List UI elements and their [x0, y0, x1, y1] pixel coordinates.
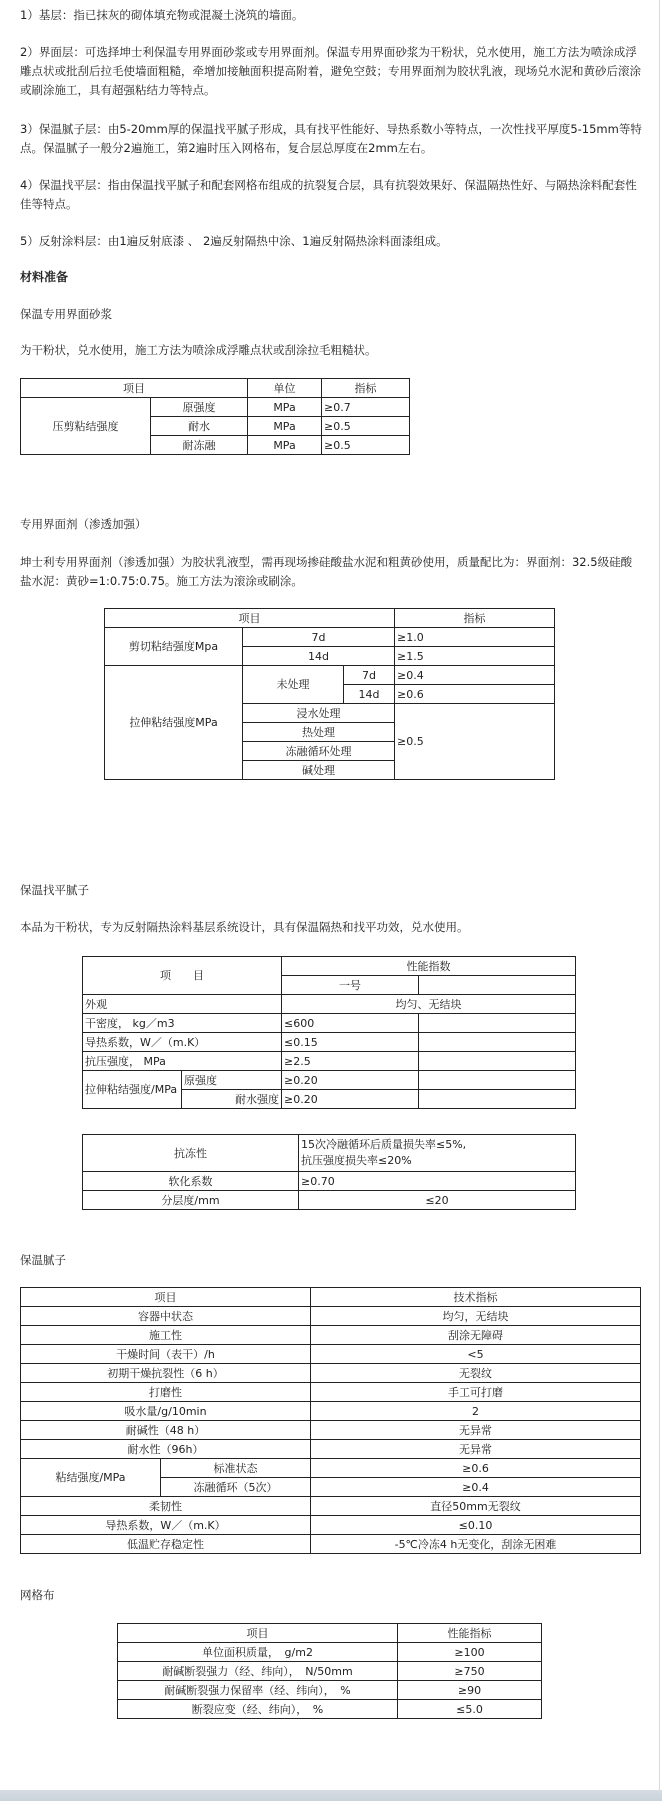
leveling-title: 保温找平腻子 — [20, 883, 89, 897]
table-row — [83, 1191, 576, 1210]
cell: 单位面积质量， g/m2 — [118, 1643, 398, 1662]
cell: ≥100 — [398, 1643, 542, 1662]
putty-title: 保温腻子 — [20, 1253, 66, 1267]
table-row — [21, 1307, 641, 1326]
cell: 分层度/mm — [83, 1191, 299, 1210]
agent-description: 坤士利专用界面剂（渗透加强）为胶状乳液型，需再现场掺硅酸盐水泥和粗黄砂使用，质量配比为：界面剂：32.5级硅酸盐水泥：黄砂=1:0.75:0.75。施工方法为滚涂或刷涂。 — [20, 555, 633, 588]
cell: ≥0.20 — [282, 1071, 419, 1090]
cell: ≥0.4 — [395, 666, 555, 685]
mesh-spec-table — [117, 1623, 542, 1719]
cell: ≥0.4 — [311, 1478, 641, 1497]
table-row — [21, 1459, 641, 1478]
paragraph-base-layer: 1）基层：指已抹灰的砌体填充物或混凝土浇筑的墙面。 — [20, 8, 304, 22]
cell: 热处理 — [243, 723, 395, 742]
cell: 14d — [243, 647, 395, 666]
cell: 耐碱断裂强力保留率（经、纬向）， % — [118, 1681, 398, 1700]
table-row — [83, 1172, 576, 1191]
cell: 耐碱性（48 h） — [21, 1421, 311, 1440]
group-label: 拉伸粘结强度MPa — [105, 666, 243, 780]
table-row — [83, 995, 576, 1014]
leveling-extra-table — [82, 1134, 576, 1210]
table-row — [21, 1326, 641, 1345]
header-item: 项 目 — [83, 957, 282, 995]
cell: MPa — [248, 436, 322, 455]
cell — [299, 1135, 576, 1172]
group-label: 拉伸粘结强度/MPa — [83, 1071, 182, 1109]
cell: 抗冻性 — [83, 1135, 299, 1172]
putty-spec-table — [20, 1287, 641, 1554]
cell: 2 — [311, 1402, 641, 1421]
leveling-description: 本品为干粉状，专为反射隔热涂料基层系统设计，具有保温隔热和找平功效，兑水使用。 — [20, 920, 469, 934]
cell: 无异常 — [311, 1421, 641, 1440]
cell: ≤0.10 — [311, 1516, 641, 1535]
cell — [419, 1090, 576, 1109]
cell — [419, 1014, 576, 1033]
paragraph-reflective-layer: 5）反射涂料层：由1遍反射底漆 、 2遍反射隔热中涂、1遍反射隔热涂料面漆组成。 — [20, 234, 448, 248]
table-row — [21, 1288, 641, 1307]
header-item: 项目 — [21, 1288, 311, 1307]
cell: 耐水 — [151, 417, 248, 436]
cell: 导热系数，W／（m.K） — [83, 1033, 282, 1052]
cell: 耐水性（96h） — [21, 1440, 311, 1459]
cell: 初期干燥抗裂性（6 h） — [21, 1364, 311, 1383]
cell: 刮涂无障碍 — [311, 1326, 641, 1345]
cell: ≥0.5 — [395, 704, 555, 780]
cell — [419, 1071, 576, 1090]
cell: 软化系数 — [83, 1172, 299, 1191]
cell: 柔韧性 — [21, 1497, 311, 1516]
paragraph-putty-layer: 3）保温腻子层：由5-20mm厚的保温找平腻子形成，具有找平性能好、导热系数小等特点，一次性找平厚度5-15mm等特点。保温腻子一般分2遍施工，第2遍时压入网格布，复合层总厚度在2mm左右。 — [20, 122, 642, 155]
header-grade: 一号 — [282, 976, 419, 995]
paragraph-leveling-layer: 4）保温找平层：指由保温找平腻子和配套网格布组成的抗裂复合层，具有抗裂效果好、保温隔热性好、与隔热涂料配套性佳等特点。 — [20, 178, 637, 211]
cell: 冻融循环（5次） — [161, 1478, 311, 1497]
cell: MPa — [248, 398, 322, 417]
group-label: 粘结强度/MPa — [21, 1459, 161, 1497]
cell: ≥0.5 — [322, 436, 410, 455]
group-label: 剪切粘结强度Mpa — [105, 628, 243, 666]
header-index: 指标 — [322, 379, 410, 398]
cell: ≥0.6 — [311, 1459, 641, 1478]
cell: 断裂应变（经、纬向）， % — [118, 1700, 398, 1719]
cell: 手工可打磨 — [311, 1383, 641, 1402]
header-item: 项目 — [21, 379, 248, 398]
table-row — [21, 398, 410, 417]
header-index: 指标 — [395, 609, 555, 628]
cell: 耐碱断裂强力（经、纬向）， N/50mm — [118, 1662, 398, 1681]
table-row — [83, 1135, 576, 1172]
cell: 7d — [243, 628, 395, 647]
cell: ≥1.0 — [395, 628, 555, 647]
header-index: 性能指标 — [398, 1624, 542, 1643]
header-item: 项目 — [105, 609, 395, 628]
cell: ≥2.5 — [282, 1052, 419, 1071]
table-row — [105, 666, 555, 685]
cell: 无裂纹 — [311, 1364, 641, 1383]
table-row — [21, 379, 410, 398]
table-row — [83, 1052, 576, 1071]
subgroup-label: 未处理 — [243, 666, 344, 704]
cell: <5 — [311, 1345, 641, 1364]
agent-spec-table — [104, 608, 555, 780]
cell: 14d — [344, 685, 395, 704]
table-row — [21, 1421, 641, 1440]
cell: ≥0.20 — [282, 1090, 419, 1109]
table-row — [21, 1345, 641, 1364]
cell: -5℃冷冻4 h无变化，刮涂无困难 — [311, 1535, 641, 1554]
cell: 耐冻融 — [151, 436, 248, 455]
mortar-description: 为干粉状，兑水使用，施工方法为喷涂成浮雕点状或刮涂拉毛粗糙状。 — [20, 343, 377, 357]
cell: 浸水处理 — [243, 704, 395, 723]
cell: ≤20 — [299, 1191, 576, 1210]
cell: 原强度 — [151, 398, 248, 417]
cell: 吸水量/g/10min — [21, 1402, 311, 1421]
cell: 干燥时间（表干）/h — [21, 1345, 311, 1364]
mortar-title: 保温专用界面砂浆 — [20, 307, 112, 321]
cell: 冻融循环处理 — [243, 742, 395, 761]
cell: 抗压强度， MPa — [83, 1052, 282, 1071]
cell: ≥1.5 — [395, 647, 555, 666]
table-row — [118, 1662, 542, 1681]
frost-value-line-1: 15次冷融循环后质量损失率≤5%, — [301, 1138, 467, 1151]
cell: 标准状态 — [161, 1459, 311, 1478]
cell: 施工性 — [21, 1326, 311, 1345]
agent-title: 专用界面剂（渗透加强） — [20, 517, 147, 531]
cell: ≤600 — [282, 1014, 419, 1033]
cell: ≥0.5 — [322, 417, 410, 436]
table-row — [21, 1364, 641, 1383]
mortar-spec-table — [20, 378, 410, 455]
cell: ≥0.7 — [322, 398, 410, 417]
cell: 直径50mm无裂纹 — [311, 1497, 641, 1516]
cell: ≥750 — [398, 1662, 542, 1681]
table-row — [21, 1402, 641, 1421]
paragraph-interface-layer: 2）界面层：可选择坤士利保温专用界面砂浆或专用界面剂。保温专用界面砂浆为干粉状，兑水使用，施工方法为喷涂成浮雕点状或批刮后拉毛使墙面粗糙，牵增加接触面积提高附着，避免空鼓；专用界面剂为胶状乳液，现场兑水泥和黄砂后滚涂或刷涂施工，具有超强粘结力等特点。 — [20, 45, 641, 97]
table-row — [118, 1624, 542, 1643]
header-unit: 单位 — [248, 379, 322, 398]
table-row — [118, 1643, 542, 1662]
cell: 干密度， kg／m3 — [83, 1014, 282, 1033]
cell: 均匀、无结块 — [282, 995, 576, 1014]
table-row — [83, 1071, 576, 1090]
group-label: 压剪粘结强度 — [21, 398, 151, 455]
cell: 低温贮存稳定性 — [21, 1535, 311, 1554]
cell: ≤0.15 — [282, 1033, 419, 1052]
mesh-title: 网格布 — [20, 1588, 55, 1602]
table-row — [21, 1383, 641, 1402]
table-row — [118, 1681, 542, 1700]
header-index: 技术指标 — [311, 1288, 641, 1307]
table-row — [83, 1014, 576, 1033]
header-performance: 性能指数 — [282, 957, 576, 976]
header-item: 项目 — [118, 1624, 398, 1643]
cell: ≥0.70 — [299, 1172, 576, 1191]
cell — [419, 976, 576, 995]
leveling-spec-table — [82, 956, 576, 1109]
cell: 外观 — [83, 995, 282, 1014]
table-row — [105, 609, 555, 628]
table-row — [21, 1535, 641, 1554]
cell: 7d — [344, 666, 395, 685]
frost-value-line-2: 抗压强度损失率≤20% — [301, 1154, 412, 1167]
cell: 耐水强度 — [182, 1090, 282, 1109]
cell — [419, 1033, 576, 1052]
table-row — [21, 1497, 641, 1516]
bottom-scroll-bar — [0, 1790, 662, 1801]
cell: 原强度 — [182, 1071, 282, 1090]
table-row — [21, 1516, 641, 1535]
table-row — [21, 1440, 641, 1459]
table-row — [83, 1033, 576, 1052]
cell: 打磨性 — [21, 1383, 311, 1402]
cell: ≥90 — [398, 1681, 542, 1700]
cell: 均匀，无结块 — [311, 1307, 641, 1326]
cell — [419, 1052, 576, 1071]
cell: 碱处理 — [243, 761, 395, 780]
cell: 容器中状态 — [21, 1307, 311, 1326]
section-heading: 材料准备 — [20, 270, 69, 284]
cell: 无异常 — [311, 1440, 641, 1459]
table-row — [83, 957, 576, 976]
cell: ≤5.0 — [398, 1700, 542, 1719]
cell: MPa — [248, 417, 322, 436]
cell: ≥0.6 — [395, 685, 555, 704]
table-row — [105, 628, 555, 647]
table-row — [118, 1700, 542, 1719]
cell: 导热系数，W／（m.K） — [21, 1516, 311, 1535]
